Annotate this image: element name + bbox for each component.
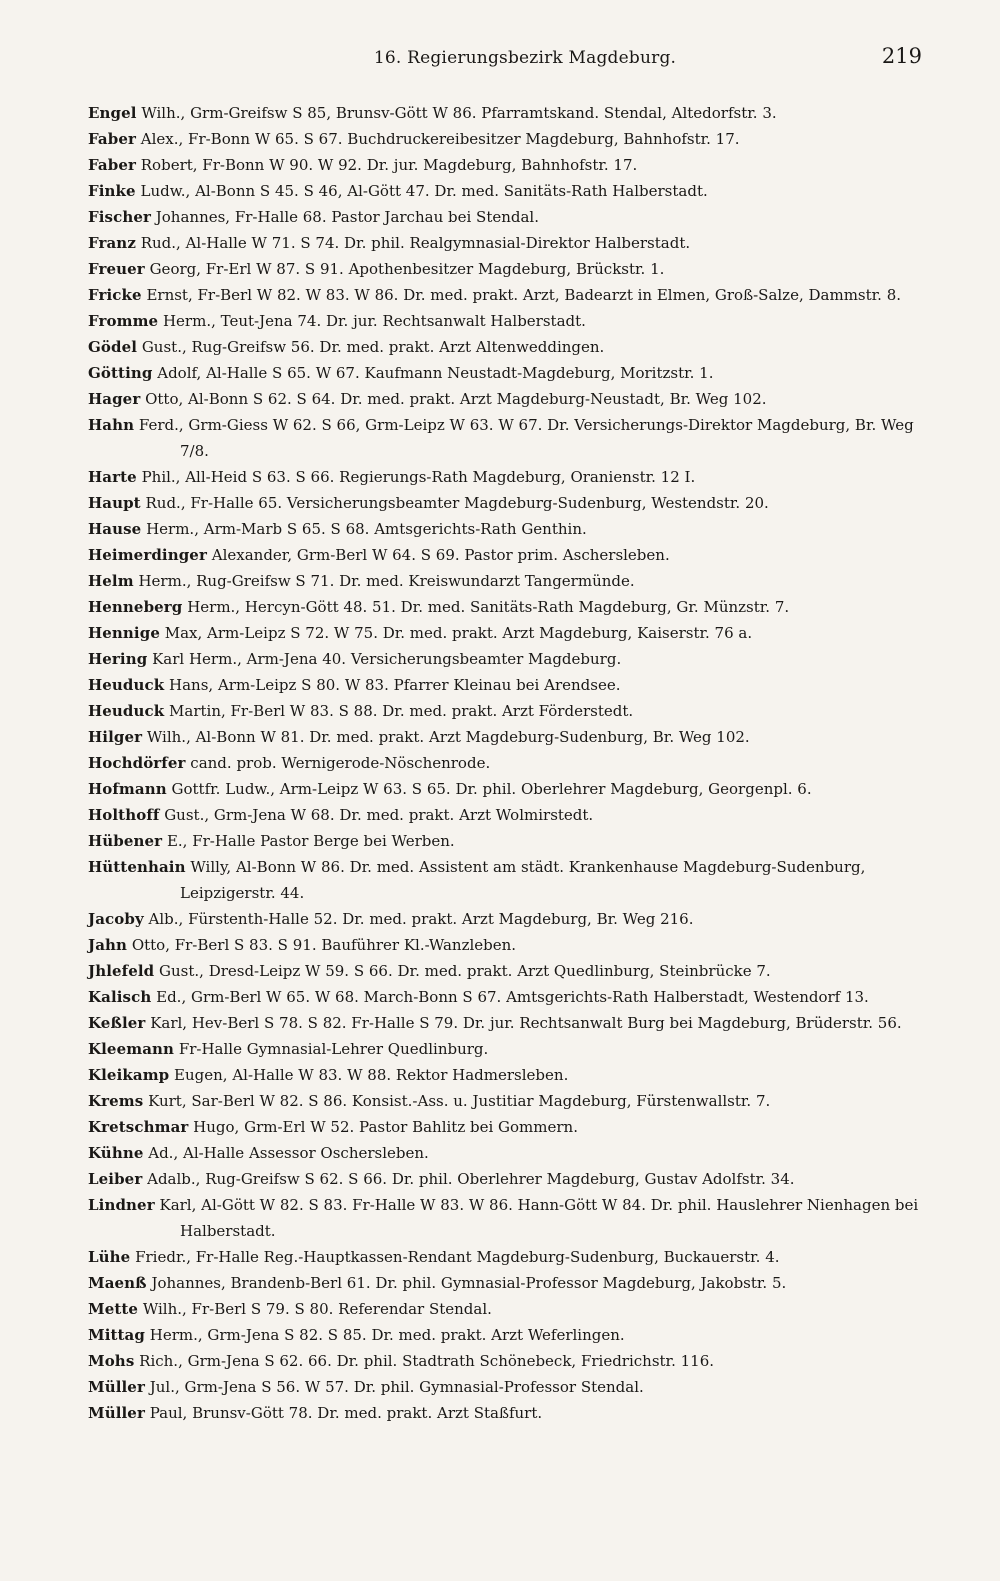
list-item [88, 1114, 922, 1140]
list-item [88, 1348, 922, 1374]
entry-text: Wilh., Al-Bonn W 81. Dr. med. prakt. Arzt Magdeburg-Sudenburg, Br. Weg 102. [146, 728, 750, 746]
entry-text: Eugen, Al-Halle W 83. W 88. Rektor Hadmersleben. [174, 1066, 569, 1084]
entry-name: Helm [88, 572, 134, 590]
entry-name: Jacoby [88, 910, 144, 928]
entry-text: Ferd., Grm-Giess W 62. S 66, Grm-Leipz W 63. W 67. Dr. Versicherungs-Direktor Magdeburg, Br. Weg 7/8. [138, 416, 914, 460]
entry-name: Fischer [88, 208, 151, 226]
list-item [88, 828, 922, 854]
list-item [88, 1062, 922, 1088]
entry-name: Mette [88, 1300, 139, 1318]
entry-text: Robert, Fr-Bonn W 90. W 92. Dr. jur. Magdeburg, Bahnhofstr. 17. [140, 156, 638, 174]
entry-name: Heimerdinger [88, 546, 207, 564]
entry-name: Fromme [88, 312, 159, 330]
entry-text: Gust., Rug-Greifsw 56. Dr. med. prakt. Arzt Altenweddingen. [141, 338, 605, 356]
entry-text: Jul., Grm-Jena S 56. W 57. Dr. phil. Gymnasial-Professor Stendal. [149, 1378, 644, 1396]
entry-text: Rud., Fr-Halle 65. Versicherungsbeamter Magdeburg-Sudenburg, Westendstr. 20. [145, 494, 769, 512]
list-item [88, 906, 922, 932]
entry-text: Gottfr. Ludw., Arm-Leipz W 63. S 65. Dr. phil. Oberlehrer Magdeburg, Georgenpl. 6. [171, 780, 812, 798]
entry-name: Heuduck [88, 702, 165, 720]
list-item [88, 1010, 922, 1036]
list-item [88, 854, 922, 906]
entry-text: Johannes, Brandenb-Berl 61. Dr. phil. Gymnasial-Professor Magdeburg, Jakobstr. 5. [151, 1274, 787, 1292]
list-item [88, 282, 922, 308]
entry-name: Henneberg [88, 598, 183, 616]
entry-text: Gust., Grm-Jena W 68. Dr. med. prakt. Arzt Wolmirstedt. [164, 806, 594, 824]
list-item [88, 256, 922, 282]
entry-name: Hübener [88, 832, 163, 850]
entry-text: Ed., Grm-Berl W 65. W 68. March-Bonn S 67. Amtsgerichts-Rath Halberstadt, Westendorf 13. [156, 988, 869, 1006]
entry-text: Fr-Halle Gymnasial-Lehrer Quedlinburg. [178, 1040, 489, 1058]
list-item [88, 204, 922, 230]
list-item [88, 1244, 922, 1270]
entry-name: Gödel [88, 338, 138, 356]
entry-text: Hugo, Grm-Erl W 52. Pastor Bahlitz bei Gommern. [193, 1118, 578, 1136]
entry-name: Faber [88, 156, 136, 174]
list-item [88, 672, 922, 698]
list-item [88, 646, 922, 672]
entry-text: Georg, Fr-Erl W 87. S 91. Apothenbesitzer Magdeburg, Brückstr. 1. [149, 260, 665, 278]
entry-name: Franz [88, 234, 136, 252]
entry-name: Engel [88, 104, 137, 122]
list-item [88, 594, 922, 620]
entry-name: Hofmann [88, 780, 167, 798]
entry-name: Kühne [88, 1144, 144, 1162]
list-item [88, 230, 922, 256]
entry-text: Ludw., Al-Bonn S 45. S 46, Al-Gött 47. Dr. med. Sanitäts-Rath Halberstadt. [140, 182, 708, 200]
list-item [88, 750, 922, 776]
entry-name: Hüttenhain [88, 858, 186, 876]
entry-text: Hans, Arm-Leipz S 80. W 83. Pfarrer Kleinau bei Arendsee. [169, 676, 621, 694]
list-item [88, 1322, 922, 1348]
entry-name: Heuduck [88, 676, 165, 694]
entry-name: Freuer [88, 260, 145, 278]
entry-text: Ernst, Fr-Berl W 82. W 83. W 86. Dr. med. prakt. Arzt, Badearzt in Elmen, Groß-Salze, Dammstr. 8. [146, 286, 902, 304]
entry-text: Wilh., Fr-Berl S 79. S 80. Referendar Stendal. [142, 1300, 492, 1318]
entry-text: Alexander, Grm-Berl W 64. S 69. Pastor prim. Aschersleben. [211, 546, 670, 564]
entry-text: Willy, Al-Bonn W 86. Dr. med. Assistent am städt. Krankenhause Magdeburg-Sudenburg, Leipzigerstr. 44. [180, 858, 866, 902]
list-item [88, 334, 922, 360]
entry-name: Finke [88, 182, 136, 200]
entry-name: Kretschmar [88, 1118, 189, 1136]
entry-text: Rich., Grm-Jena S 62. 66. Dr. phil. Stadtrath Schönebeck, Friedrichstr. 116. [139, 1352, 715, 1370]
entry-text: Johannes, Fr-Halle 68. Pastor Jarchau bei Stendal. [155, 208, 539, 226]
entry-text: Phil., All-Heid S 63. S 66. Regierungs-Rath Magdeburg, Oranienstr. 12 I. [141, 468, 696, 486]
entry-text: Adalb., Rug-Greifsw S 62. S 66. Dr. phil. Oberlehrer Magdeburg, Gustav Adolfstr. 34. [147, 1170, 795, 1188]
list-item [88, 542, 922, 568]
entry-name: Jhlefeld [88, 962, 155, 980]
entry-name: Kalisch [88, 988, 152, 1006]
page-number: 219 [881, 44, 922, 68]
entry-name: Lühe [88, 1248, 131, 1266]
running-title: 16. Regierungsbezirk Magdeburg. [373, 48, 677, 68]
entry-name: Kleemann [88, 1040, 175, 1058]
entry-name: Faber [88, 130, 136, 148]
entry-name: Holthoff [88, 806, 160, 824]
list-item [88, 1088, 922, 1114]
list-item [88, 1296, 922, 1322]
list-item [88, 1140, 922, 1166]
entry-text: Karl, Al-Gött W 82. S 83. Fr-Halle W 83. W 86. Hann-Gött W 84. Dr. phil. Hauslehrer Nienhagen bei Halberstadt. [159, 1196, 919, 1240]
entry-text: Ad., Al-Halle Assessor Oschersleben. [148, 1144, 429, 1162]
entry-text: Alex., Fr-Bonn W 65. S 67. Buchdruckereibesitzer Magdeburg, Bahnhofstr. 17. [140, 130, 740, 148]
entry-name: Hilger [88, 728, 143, 746]
entry-name: Mohs [88, 1352, 135, 1370]
list-item [88, 932, 922, 958]
entry-name: Hennige [88, 624, 160, 642]
entry-name: Keßler [88, 1014, 146, 1032]
page-header [88, 44, 922, 76]
list-item [88, 516, 922, 542]
entry-name: Hause [88, 520, 142, 538]
list-item [88, 802, 922, 828]
entry-name: Müller [88, 1378, 145, 1396]
entry-name: Jahn [88, 936, 128, 954]
entry-name: Müller [88, 1404, 145, 1422]
list-item [88, 1374, 922, 1400]
entry-text: Herm., Hercyn-Gött 48. 51. Dr. med. Sanitäts-Rath Magdeburg, Gr. Münzstr. 7. [187, 598, 790, 616]
list-item [88, 1036, 922, 1062]
entry-name: Lindner [88, 1196, 155, 1214]
list-item [88, 464, 922, 490]
entry-text: Herm., Rug-Greifsw S 71. Dr. med. Kreiswundarzt Tangermünde. [138, 572, 635, 590]
entry-text: Herm., Grm-Jena S 82. S 85. Dr. med. prakt. Arzt Weferlingen. [149, 1326, 625, 1344]
entry-name: Maenß [88, 1274, 147, 1292]
entry-text: Wilh., Grm-Greifsw S 85, Brunsv-Gött W 86. Pfarramtskand. Stendal, Altedorfstr. 3. [141, 104, 777, 122]
entry-text: Otto, Fr-Berl S 83. S 91. Bauführer Kl.-Wanzleben. [131, 936, 517, 954]
list-item [88, 1192, 922, 1244]
entry-name: Hering [88, 650, 148, 668]
entry-text: Martin, Fr-Berl W 83. S 88. Dr. med. prakt. Arzt Förderstedt. [169, 702, 634, 720]
list-item [88, 1270, 922, 1296]
entry-text: Herm., Arm-Marb S 65. S 68. Amtsgerichts-Rath Genthin. [146, 520, 587, 538]
entry-name: Kleikamp [88, 1066, 170, 1084]
entry-name: Fricke [88, 286, 142, 304]
entry-text: Friedr., Fr-Halle Reg.-Hauptkassen-Rendant Magdeburg-Sudenburg, Buckauerstr. 4. [135, 1248, 780, 1266]
list-item [88, 958, 922, 984]
list-item [88, 412, 922, 464]
list-item [88, 490, 922, 516]
entry-text: E., Fr-Halle Pastor Berge bei Werben. [166, 832, 455, 850]
entry-name: Mittag [88, 1326, 145, 1344]
list-item [88, 126, 922, 152]
entry-name: Haupt [88, 494, 141, 512]
entry-name: Leiber [88, 1170, 143, 1188]
list-item [88, 724, 922, 750]
list-item [88, 360, 922, 386]
entry-text: Rud., Al-Halle W 71. S 74. Dr. phil. Realgymnasial-Direktor Halberstadt. [140, 234, 691, 252]
entry-text: Gust., Dresd-Leipz W 59. S 66. Dr. med. prakt. Arzt Quedlinburg, Steinbrücke 7. [159, 962, 771, 980]
list-item [88, 1166, 922, 1192]
entry-text: cand. prob. Wernigerode-Nöschenrode. [190, 754, 491, 772]
entry-text: Kurt, Sar-Berl W 82. S 86. Konsist.-Ass. u. Justitiar Magdeburg, Fürstenwallstr. 7. [148, 1092, 771, 1110]
entry-text: Alb., Fürstenth-Halle 52. Dr. med. prakt. Arzt Magdeburg, Br. Weg 216. [148, 910, 694, 928]
entry-text: Karl Herm., Arm-Jena 40. Versicherungsbeamter Magdeburg. [152, 650, 622, 668]
list-item [88, 984, 922, 1010]
entry-name: Harte [88, 468, 137, 486]
entry-name: Götting [88, 364, 153, 382]
entry-text: Max, Arm-Leipz S 72. W 75. Dr. med. prakt. Arzt Magdeburg, Kaiserstr. 76 a. [164, 624, 753, 642]
list-item [88, 620, 922, 646]
entry-name: Hager [88, 390, 141, 408]
entry-text: Paul, Brunsv-Gött 78. Dr. med. prakt. Arzt Staßfurt. [149, 1404, 543, 1422]
list-item [88, 178, 922, 204]
list-item [88, 152, 922, 178]
entry-text: Herm., Teut-Jena 74. Dr. jur. Rechtsanwalt Halberstadt. [162, 312, 586, 330]
entry-name: Hochdörfer [88, 754, 186, 772]
list-item [88, 568, 922, 594]
entry-list [88, 100, 922, 1426]
list-item [88, 698, 922, 724]
entry-name: Krems [88, 1092, 144, 1110]
entry-text: Adolf, Al-Halle S 65. W 67. Kaufmann Neustadt-Magdeburg, Moritzstr. 1. [157, 364, 714, 382]
list-item [88, 776, 922, 802]
list-item [88, 308, 922, 334]
entry-text: Karl, Hev-Berl S 78. S 82. Fr-Halle S 79. Dr. jur. Rechtsanwalt Burg bei Magdeburg, Brüderstr. 56. [150, 1014, 902, 1032]
list-item [88, 386, 922, 412]
list-item [88, 100, 922, 126]
entry-name: Hahn [88, 416, 135, 434]
entry-text: Otto, Al-Bonn S 62. S 64. Dr. med. prakt. Arzt Magdeburg-Neustadt, Br. Weg 102. [145, 390, 767, 408]
list-item [88, 1400, 922, 1426]
